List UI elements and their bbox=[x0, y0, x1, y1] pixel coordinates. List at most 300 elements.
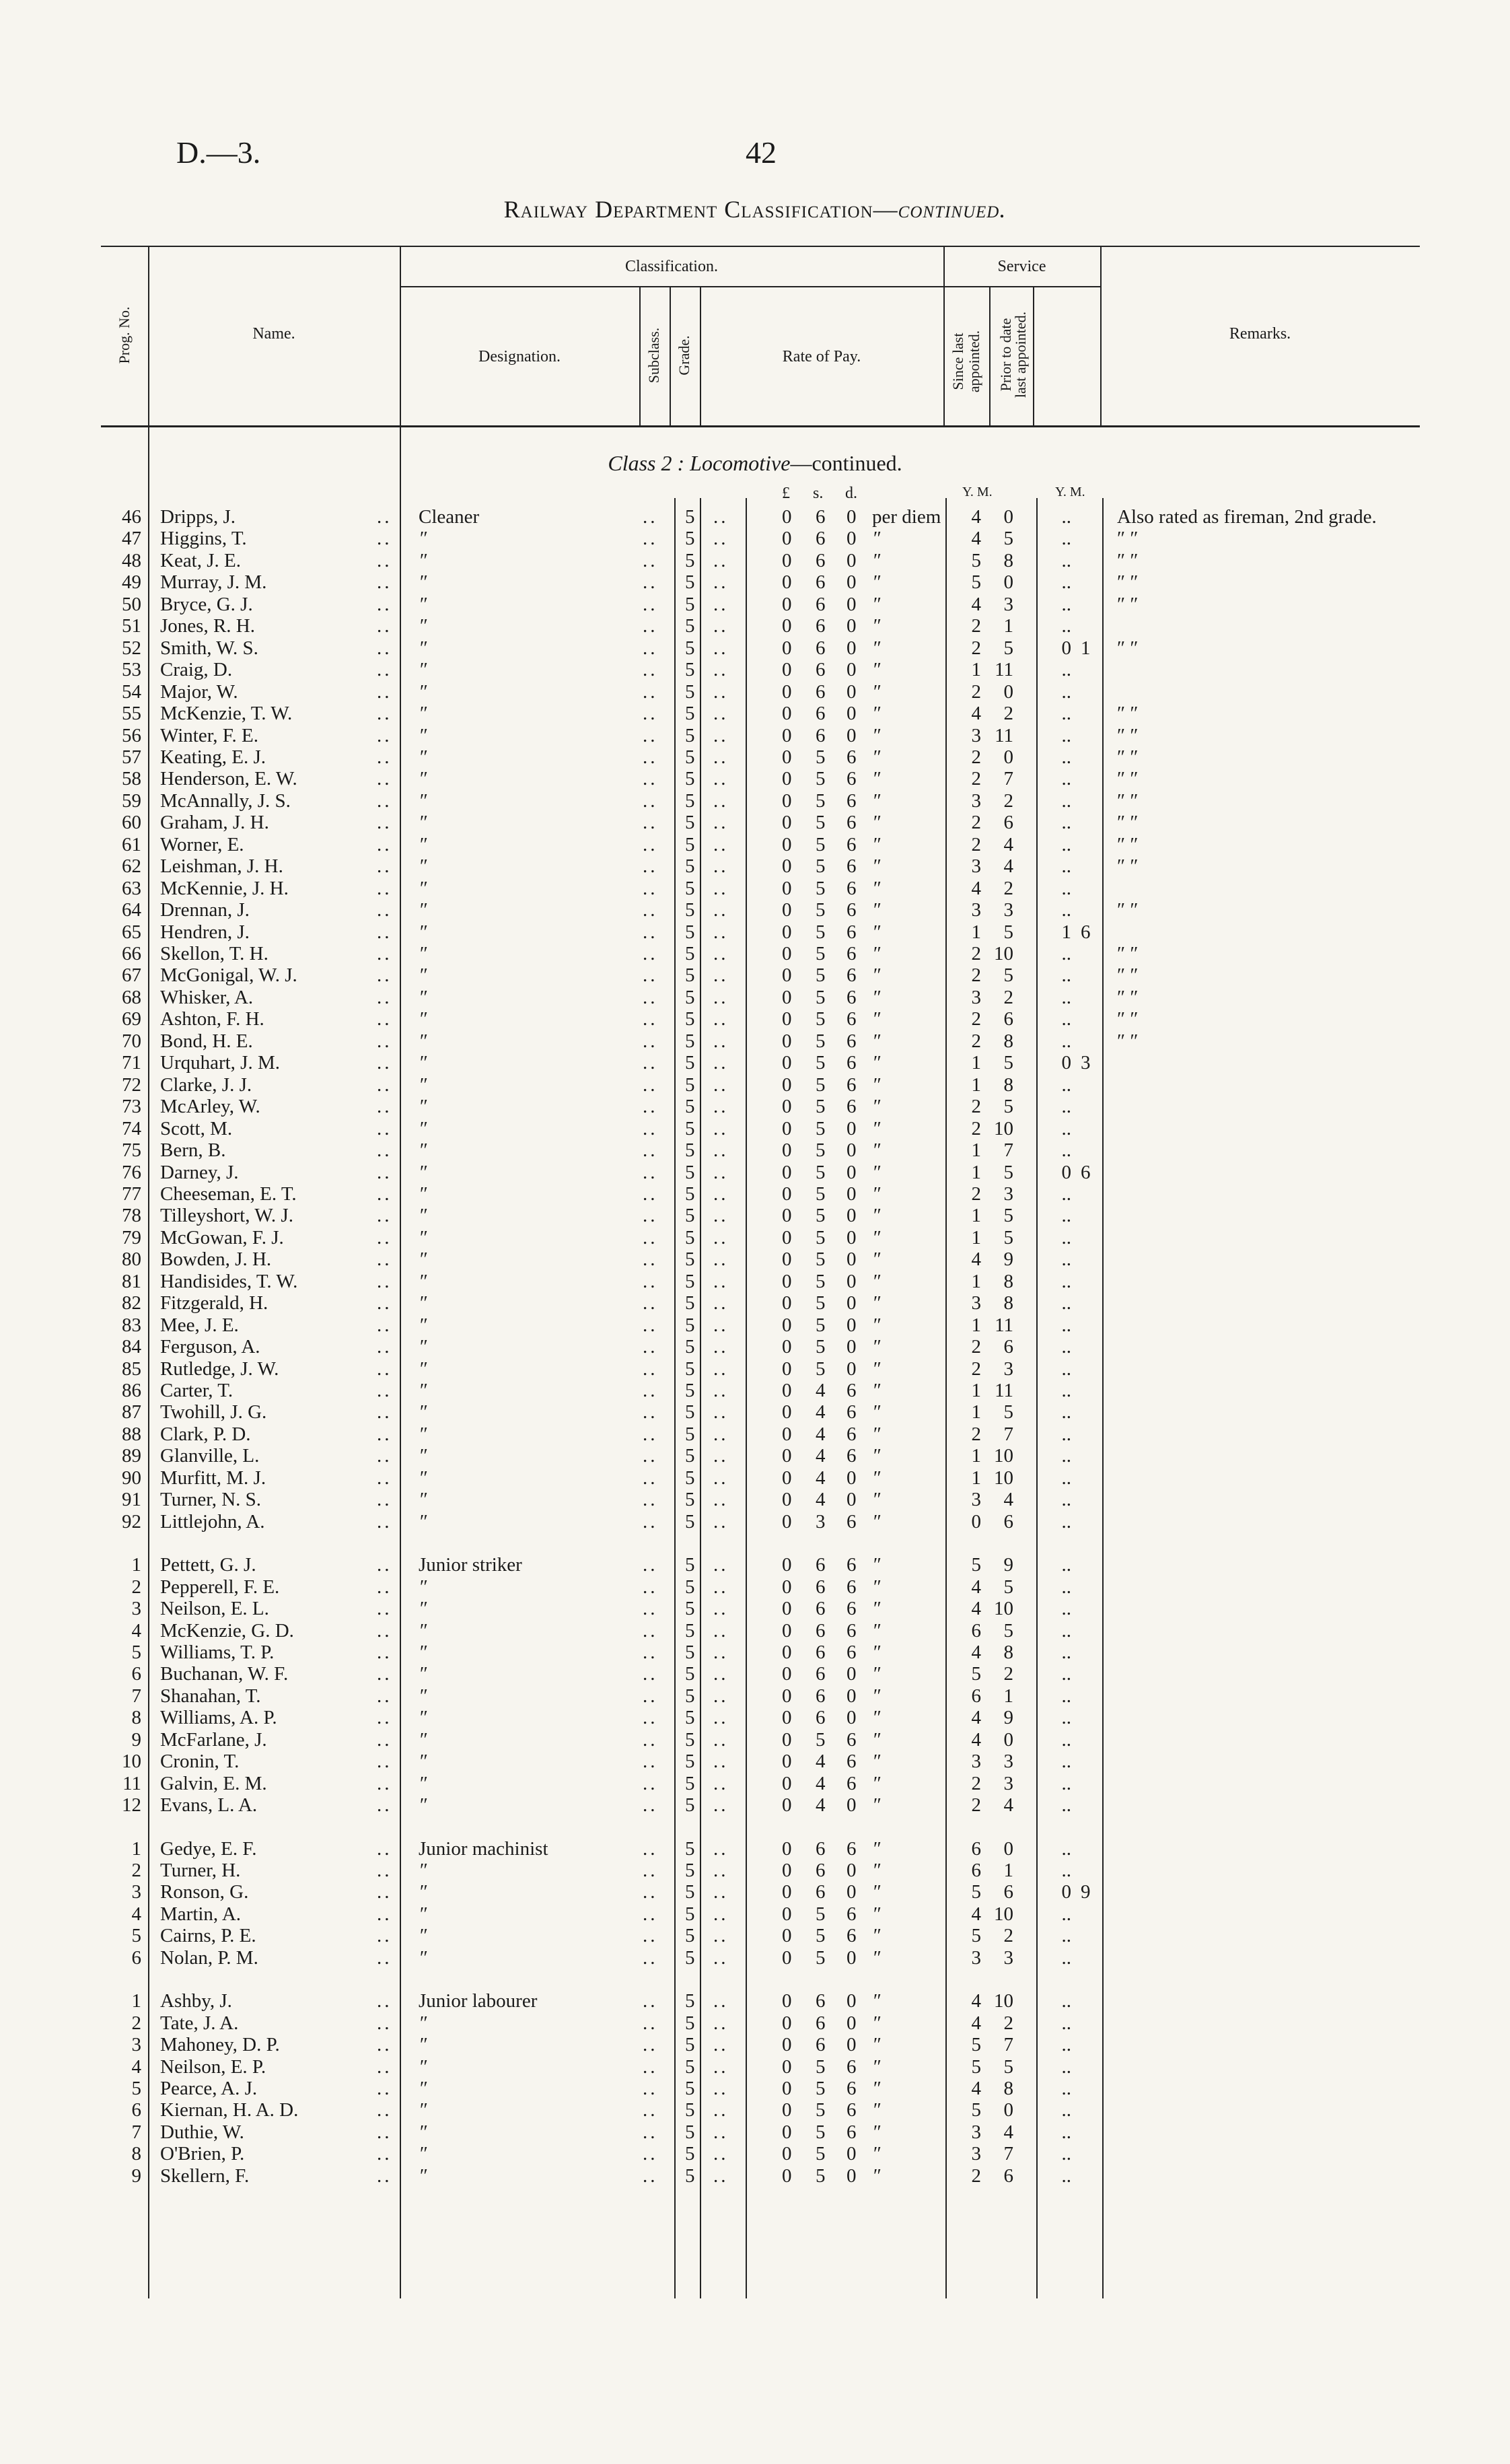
prog-no: 10 bbox=[122, 1751, 141, 1772]
since-years: 0 bbox=[971, 1511, 981, 1533]
remarks: ″ ″ bbox=[1117, 899, 1139, 921]
pay-pence: 0 bbox=[847, 1794, 857, 1816]
pay-shillings: 5 bbox=[816, 1205, 826, 1226]
leader-dots: .. bbox=[643, 594, 658, 615]
pay-pounds: 0 bbox=[782, 659, 792, 680]
pay-unit: per diem bbox=[872, 506, 941, 528]
since-months: 3 bbox=[1003, 594, 1013, 615]
designation: ″ bbox=[419, 834, 427, 855]
since-years: 5 bbox=[971, 571, 981, 593]
prior-years: .. bbox=[1061, 1794, 1071, 1816]
subclass: 5 bbox=[685, 1205, 695, 1226]
since-months: 9 bbox=[1003, 1248, 1013, 1270]
table-row bbox=[0, 1729, 1510, 1751]
pay-pounds: 0 bbox=[782, 1292, 792, 1314]
subclass: 5 bbox=[685, 1489, 695, 1510]
prog-no: 6 bbox=[131, 2099, 141, 2121]
prog-no: 86 bbox=[122, 1380, 141, 1401]
pay-pounds: 0 bbox=[782, 1227, 792, 1248]
prior-years: .. bbox=[1061, 2143, 1071, 2164]
pay-pounds: 0 bbox=[782, 921, 792, 943]
pound-unit: £ bbox=[782, 485, 790, 502]
name: Henderson, E. W. bbox=[160, 768, 297, 789]
years-months-unit-prior: Y. M. bbox=[1055, 485, 1085, 499]
pay-pounds: 0 bbox=[782, 1947, 792, 1969]
leader-dots: .. bbox=[643, 1860, 658, 1881]
grade: .. bbox=[713, 1707, 729, 1728]
leader-dots: .. bbox=[643, 1903, 658, 1925]
designation: ″ bbox=[419, 703, 427, 724]
leader-dots: .. bbox=[377, 1358, 392, 1380]
pay-unit: ″ bbox=[872, 2099, 881, 2121]
pay-pounds: 0 bbox=[782, 768, 792, 789]
remarks: ″ ″ bbox=[1117, 528, 1139, 549]
leader-dots: .. bbox=[377, 1576, 392, 1598]
prog-no: 67 bbox=[122, 964, 141, 986]
leader-dots: .. bbox=[643, 1576, 658, 1598]
prior-years: .. bbox=[1061, 1925, 1071, 1946]
pay-unit: ″ bbox=[872, 1881, 881, 1903]
pay-shillings: 5 bbox=[816, 1052, 826, 1073]
prior-years: .. bbox=[1061, 812, 1071, 833]
pay-shillings: 5 bbox=[816, 1336, 826, 1358]
subclass: 5 bbox=[685, 2034, 695, 2055]
grade: .. bbox=[713, 2034, 729, 2055]
since-years: 1 bbox=[971, 1467, 981, 1489]
subclass: 5 bbox=[685, 1729, 695, 1751]
grade: .. bbox=[713, 1729, 729, 1751]
table-row bbox=[0, 1794, 1510, 1816]
prog-no: 4 bbox=[131, 2056, 141, 2078]
grade: .. bbox=[713, 1794, 729, 1816]
subclass: 5 bbox=[685, 943, 695, 964]
designation: ″ bbox=[419, 1511, 427, 1533]
subclass: 5 bbox=[685, 1860, 695, 1881]
designation: Junior machinist bbox=[419, 1838, 548, 1860]
leader-dots: .. bbox=[377, 1423, 392, 1445]
leader-dots: .. bbox=[377, 1227, 392, 1248]
subclass: 5 bbox=[685, 1118, 695, 1139]
grade: .. bbox=[713, 1903, 729, 1925]
subclass: 5 bbox=[685, 964, 695, 986]
leader-dots: .. bbox=[377, 506, 392, 528]
grade: .. bbox=[713, 1773, 729, 1794]
prior-years: .. bbox=[1061, 1445, 1071, 1467]
prog-no: 65 bbox=[122, 921, 141, 943]
prog-no: 70 bbox=[122, 1030, 141, 1052]
prog-no: 84 bbox=[122, 1336, 141, 1358]
prior-years: .. bbox=[1061, 1663, 1071, 1685]
leader-dots: .. bbox=[643, 2143, 658, 2164]
subclass: 5 bbox=[685, 1162, 695, 1183]
grade: .. bbox=[713, 1489, 729, 1510]
subclass: 5 bbox=[685, 1751, 695, 1772]
grade: .. bbox=[713, 1336, 729, 1358]
name: McKennie, J. H. bbox=[160, 878, 289, 899]
pay-shillings: 4 bbox=[816, 1794, 826, 1816]
leader-dots: .. bbox=[643, 1074, 658, 1096]
table-row bbox=[0, 2034, 1510, 2055]
pay-pounds: 0 bbox=[782, 1096, 792, 1117]
remarks-header: Remarks. bbox=[1229, 325, 1291, 343]
name: Buchanan, W. F. bbox=[160, 1663, 289, 1685]
since-years: 1 bbox=[971, 921, 981, 943]
pay-pounds: 0 bbox=[782, 1380, 792, 1401]
table-header bbox=[101, 246, 1420, 427]
name: Rutledge, J. W. bbox=[160, 1358, 279, 1380]
grade: .. bbox=[713, 637, 729, 659]
table-row bbox=[0, 943, 1510, 964]
designation-header: Designation. bbox=[478, 348, 561, 365]
pay-unit: ″ bbox=[872, 594, 881, 615]
leader-dots: .. bbox=[643, 987, 658, 1008]
pay-shillings: 5 bbox=[816, 1925, 826, 1946]
prior-years: 0 bbox=[1061, 1881, 1071, 1903]
prog-no: 7 bbox=[131, 2121, 141, 2143]
since-years: 2 bbox=[971, 1118, 981, 1139]
leader-dots: .. bbox=[377, 2034, 392, 2055]
prog-no: 66 bbox=[122, 943, 141, 964]
grade: .. bbox=[713, 1990, 729, 2012]
since-years: 2 bbox=[971, 1183, 981, 1205]
since-years: 4 bbox=[971, 1903, 981, 1925]
pay-pence: 6 bbox=[847, 1903, 857, 1925]
name: McGowan, F. J. bbox=[160, 1227, 284, 1248]
designation: ″ bbox=[419, 1620, 427, 1642]
pay-shillings: 6 bbox=[816, 1598, 826, 1619]
leader-dots: .. bbox=[377, 725, 392, 746]
since-months: 5 bbox=[1003, 637, 1013, 659]
pay-pounds: 0 bbox=[782, 899, 792, 921]
leader-dots: .. bbox=[377, 1118, 392, 1139]
name: Bond, H. E. bbox=[160, 1030, 253, 1052]
leader-dots: .. bbox=[643, 1227, 658, 1248]
grade: .. bbox=[713, 1358, 729, 1380]
prog-no: 3 bbox=[131, 1598, 141, 1619]
prior-years: .. bbox=[1061, 2078, 1071, 2099]
pay-shillings: 4 bbox=[816, 1445, 826, 1467]
table-row bbox=[0, 1663, 1510, 1685]
leader-dots: .. bbox=[643, 878, 658, 899]
prog-no: 8 bbox=[131, 2143, 141, 2164]
grade: .. bbox=[713, 615, 729, 637]
leader-dots: .. bbox=[377, 1554, 392, 1576]
pay-shillings: 6 bbox=[816, 550, 826, 571]
pay-shillings: 5 bbox=[816, 2121, 826, 2143]
prior-months: 6 bbox=[1081, 1162, 1091, 1183]
subclass: 5 bbox=[685, 1227, 695, 1248]
prior-years: .. bbox=[1061, 1947, 1071, 1969]
name: Tate, J. A. bbox=[160, 2012, 239, 2034]
pay-pence: 0 bbox=[847, 1685, 857, 1707]
pay-unit: ″ bbox=[872, 681, 881, 703]
pay-pounds: 0 bbox=[782, 1729, 792, 1751]
since-months: 2 bbox=[1003, 790, 1013, 812]
pay-pence: 0 bbox=[847, 1314, 857, 1336]
leader-dots: .. bbox=[643, 1118, 658, 1139]
name: Smith, W. S. bbox=[160, 637, 258, 659]
pay-pence: 0 bbox=[847, 1990, 857, 2012]
leader-dots: .. bbox=[643, 1794, 658, 1816]
pay-unit: ″ bbox=[872, 2012, 881, 2034]
leader-dots: .. bbox=[377, 1489, 392, 1510]
pay-shillings: 6 bbox=[816, 615, 826, 637]
table-row bbox=[0, 768, 1510, 789]
pay-unit: ″ bbox=[872, 1925, 881, 1946]
pay-unit: ″ bbox=[872, 550, 881, 571]
prog-no: 69 bbox=[122, 1008, 141, 1030]
pay-unit: ″ bbox=[872, 1248, 881, 1270]
pay-pounds: 0 bbox=[782, 725, 792, 746]
pay-pence: 6 bbox=[847, 1096, 857, 1117]
remarks: ″ ″ bbox=[1117, 834, 1139, 855]
pay-pence: 0 bbox=[847, 528, 857, 549]
table-row bbox=[0, 681, 1510, 703]
since-months: 1 bbox=[1003, 1860, 1013, 1881]
prior-years: .. bbox=[1061, 1292, 1071, 1314]
pay-shillings: 5 bbox=[816, 812, 826, 833]
pay-shillings: 5 bbox=[816, 1903, 826, 1925]
prog-no: 5 bbox=[131, 1642, 141, 1663]
prog-no: 4 bbox=[131, 1903, 141, 1925]
page-header bbox=[0, 135, 1510, 188]
grade: .. bbox=[713, 571, 729, 593]
subclass: 5 bbox=[685, 1903, 695, 1925]
pay-pounds: 0 bbox=[782, 1860, 792, 1881]
remarks: ″ ″ bbox=[1117, 964, 1139, 986]
prior-years: .. bbox=[1061, 1336, 1071, 1358]
designation: ″ bbox=[419, 987, 427, 1008]
since-years: 2 bbox=[971, 746, 981, 768]
since-years: 1 bbox=[971, 1139, 981, 1161]
table-row bbox=[0, 2056, 1510, 2078]
prior-years: .. bbox=[1061, 1030, 1071, 1052]
pay-pence: 6 bbox=[847, 855, 857, 877]
since-months: 5 bbox=[1003, 2056, 1013, 2078]
pay-pence: 0 bbox=[847, 615, 857, 637]
leader-dots: .. bbox=[377, 1314, 392, 1336]
leader-dots: .. bbox=[643, 1162, 658, 1183]
since-months: 5 bbox=[1003, 964, 1013, 986]
grade: .. bbox=[713, 964, 729, 986]
name: McArley, W. bbox=[160, 1096, 260, 1117]
subclass: 5 bbox=[685, 1794, 695, 1816]
leader-dots: .. bbox=[643, 725, 658, 746]
designation: ″ bbox=[419, 1227, 427, 1248]
grade: .. bbox=[713, 790, 729, 812]
grade-header: Grade. bbox=[676, 335, 692, 376]
leader-dots: .. bbox=[643, 1554, 658, 1576]
pay-shillings: 6 bbox=[816, 637, 826, 659]
pay-shillings: 6 bbox=[816, 1881, 826, 1903]
prog-no: 57 bbox=[122, 746, 141, 768]
since-months: 5 bbox=[1003, 1096, 1013, 1117]
designation: ″ bbox=[419, 943, 427, 964]
pay-pence: 6 bbox=[847, 1751, 857, 1772]
pay-pence: 0 bbox=[847, 506, 857, 528]
remarks: ″ ″ bbox=[1117, 725, 1139, 746]
leader-dots: .. bbox=[643, 550, 658, 571]
designation: ″ bbox=[419, 921, 427, 943]
pay-pounds: 0 bbox=[782, 681, 792, 703]
prior-years: 0 bbox=[1061, 1052, 1071, 1073]
leader-dots: .. bbox=[643, 1620, 658, 1642]
since-years: 2 bbox=[971, 964, 981, 986]
pay-pence: 0 bbox=[847, 637, 857, 659]
pay-unit: ″ bbox=[872, 768, 881, 789]
subclass: 5 bbox=[685, 878, 695, 899]
leader-dots: .. bbox=[377, 878, 392, 899]
pay-pence: 6 bbox=[847, 1620, 857, 1642]
name: Dripps, J. bbox=[160, 506, 236, 528]
since-months: 2 bbox=[1003, 878, 1013, 899]
pay-unit: ″ bbox=[872, 1336, 881, 1358]
since-months: 11 bbox=[995, 1380, 1013, 1401]
since-years: 3 bbox=[971, 790, 981, 812]
since-years: 1 bbox=[971, 1401, 981, 1423]
table-title bbox=[0, 195, 1510, 223]
pay-shillings: 6 bbox=[816, 1860, 826, 1881]
remarks: ″ ″ bbox=[1117, 594, 1139, 615]
prior-years: .. bbox=[1061, 1860, 1071, 1881]
leader-dots: .. bbox=[377, 2012, 392, 2034]
pay-shillings: 6 bbox=[816, 1554, 826, 1576]
pay-shillings: 5 bbox=[816, 1292, 826, 1314]
subclass: 5 bbox=[685, 2056, 695, 2078]
pay-pounds: 0 bbox=[782, 1248, 792, 1270]
table-row bbox=[0, 615, 1510, 637]
prior-years: .. bbox=[1061, 855, 1071, 877]
pay-pounds: 0 bbox=[782, 1314, 792, 1336]
leader-dots: .. bbox=[643, 571, 658, 593]
pay-unit: ″ bbox=[872, 1663, 881, 1685]
leader-dots: .. bbox=[377, 834, 392, 855]
pay-pence: 6 bbox=[847, 987, 857, 1008]
pay-pence: 6 bbox=[847, 790, 857, 812]
prior-years: .. bbox=[1061, 1554, 1071, 1576]
subclass: 5 bbox=[685, 2165, 695, 2187]
pay-unit: ″ bbox=[872, 1903, 881, 1925]
since-months: 2 bbox=[1003, 703, 1013, 724]
pay-unit: ″ bbox=[872, 1620, 881, 1642]
prog-no: 49 bbox=[122, 571, 141, 593]
grade: .. bbox=[713, 1663, 729, 1685]
since-years: 6 bbox=[971, 1685, 981, 1707]
prog-no: 91 bbox=[122, 1489, 141, 1510]
prior-years: .. bbox=[1061, 1380, 1071, 1401]
table-title-italic: continued. bbox=[898, 196, 1007, 223]
leader-dots: .. bbox=[643, 812, 658, 833]
name: Ronson, G. bbox=[160, 1881, 249, 1903]
leader-dots: .. bbox=[377, 943, 392, 964]
designation: ″ bbox=[419, 855, 427, 877]
grade: .. bbox=[713, 1162, 729, 1183]
continued-label: —continued. bbox=[790, 451, 902, 475]
table-row bbox=[0, 1489, 1510, 1510]
subclass: 5 bbox=[685, 1620, 695, 1642]
grade: .. bbox=[713, 1445, 729, 1467]
pay-unit: ″ bbox=[872, 812, 881, 833]
designation: ″ bbox=[419, 1903, 427, 1925]
since-years: 4 bbox=[971, 1642, 981, 1663]
grade: .. bbox=[713, 681, 729, 703]
leader-dots: .. bbox=[377, 1401, 392, 1423]
name: Skellern, F. bbox=[160, 2165, 250, 2187]
designation: ″ bbox=[419, 878, 427, 899]
grade: .. bbox=[713, 899, 729, 921]
leader-dots: .. bbox=[643, 1336, 658, 1358]
pay-unit: ″ bbox=[872, 2143, 881, 2164]
prior-months: 3 bbox=[1081, 1052, 1091, 1073]
pay-pounds: 0 bbox=[782, 1794, 792, 1816]
pay-pounds: 0 bbox=[782, 2099, 792, 2121]
pay-pence: 0 bbox=[847, 659, 857, 680]
leader-dots: .. bbox=[643, 1030, 658, 1052]
table-row bbox=[0, 2143, 1510, 2164]
since-years: 5 bbox=[971, 2034, 981, 2055]
prog-no: 90 bbox=[122, 1467, 141, 1489]
leader-dots: .. bbox=[377, 1445, 392, 1467]
name: Ashton, F. H. bbox=[160, 1008, 264, 1030]
prog-no: 58 bbox=[122, 768, 141, 789]
leader-dots: .. bbox=[643, 1248, 658, 1270]
pay-pence: 0 bbox=[847, 2143, 857, 2164]
grade: .. bbox=[713, 746, 729, 768]
pay-shillings: 5 bbox=[816, 1314, 826, 1336]
pay-pounds: 0 bbox=[782, 2056, 792, 2078]
since-years: 2 bbox=[971, 637, 981, 659]
since-months: 0 bbox=[1003, 1729, 1013, 1751]
grade: .. bbox=[713, 1183, 729, 1205]
subclass: 5 bbox=[685, 899, 695, 921]
pay-pounds: 0 bbox=[782, 1205, 792, 1226]
since-months: 5 bbox=[1003, 921, 1013, 943]
name: Bryce, G. J. bbox=[160, 594, 253, 615]
leader-dots: .. bbox=[643, 1773, 658, 1794]
designation: ″ bbox=[419, 964, 427, 986]
grade: .. bbox=[713, 594, 729, 615]
pay-pence: 6 bbox=[847, 899, 857, 921]
since-years: 5 bbox=[971, 1663, 981, 1685]
leader-dots: .. bbox=[377, 1838, 392, 1860]
grade: .. bbox=[713, 878, 729, 899]
pay-shillings: 6 bbox=[816, 1576, 826, 1598]
pay-unit: ″ bbox=[872, 1314, 881, 1336]
since-years: 4 bbox=[971, 1707, 981, 1728]
leader-dots: .. bbox=[643, 1183, 658, 1205]
prog-no: 77 bbox=[122, 1183, 141, 1205]
leader-dots: .. bbox=[377, 1248, 392, 1270]
since-years: 3 bbox=[971, 2143, 981, 2164]
prog-no: 72 bbox=[122, 1074, 141, 1096]
since-years: 4 bbox=[971, 1729, 981, 1751]
remarks: ″ ″ bbox=[1117, 746, 1139, 768]
pay-shillings: 5 bbox=[816, 790, 826, 812]
since-months: 3 bbox=[1003, 1751, 1013, 1772]
leader-dots: .. bbox=[643, 768, 658, 789]
pay-shillings: 5 bbox=[816, 746, 826, 768]
name: Glanville, L. bbox=[160, 1445, 260, 1467]
prog-no: 9 bbox=[131, 1729, 141, 1751]
prior-years: .. bbox=[1061, 1903, 1071, 1925]
pay-pounds: 0 bbox=[782, 637, 792, 659]
pay-pounds: 0 bbox=[782, 1554, 792, 1576]
pay-shillings: 5 bbox=[816, 1008, 826, 1030]
prog-no: 63 bbox=[122, 878, 141, 899]
leader-dots: .. bbox=[377, 528, 392, 549]
name: Urquhart, J. M. bbox=[160, 1052, 281, 1073]
grade: .. bbox=[713, 1620, 729, 1642]
